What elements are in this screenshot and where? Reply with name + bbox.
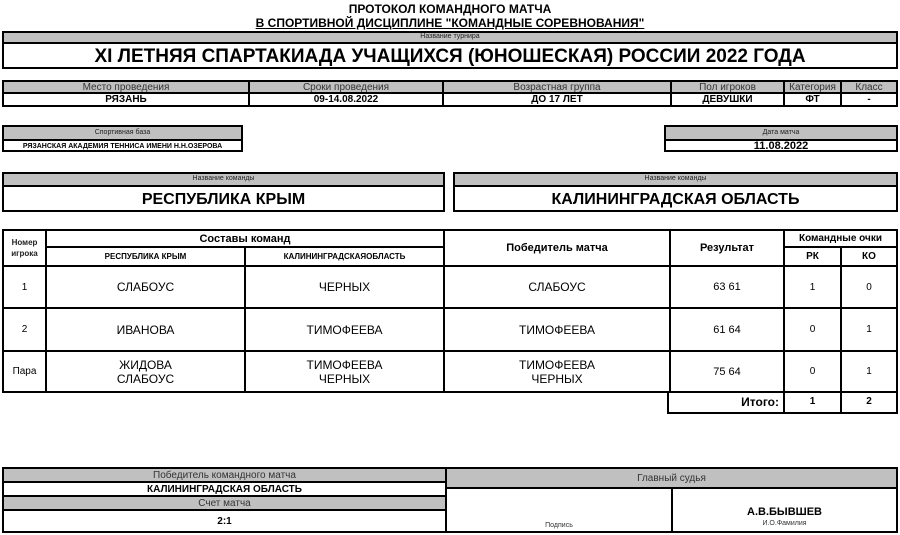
row1-winner: СЛАБОУС bbox=[443, 265, 669, 307]
row2-team1-player: ИВАНОВА bbox=[45, 307, 244, 350]
row2-no: 2 bbox=[4, 307, 45, 350]
venue-label: Спортивная база bbox=[4, 127, 241, 141]
place-value: РЯЗАНЬ bbox=[105, 94, 147, 105]
row3-pts-ko: 1 bbox=[840, 350, 896, 391]
match-date-value: 11.08.2022 bbox=[753, 140, 809, 152]
document-subtitle: В СПОРТИВНОЙ ДИСЦИПЛИНЕ "КОМАНДНЫЕ СОРЕВНОВАНИЯ" bbox=[255, 16, 645, 30]
tournament-box bbox=[2, 31, 898, 69]
row3-team2-pair bbox=[244, 350, 443, 391]
row3-team2-player-a: ТИМОФЕЕВА bbox=[306, 357, 383, 372]
footer-table bbox=[2, 467, 898, 533]
match-date-box bbox=[664, 125, 898, 152]
team-winner-value: КАЛИНИНГРАДСКАЯ ОБЛАСТЬ bbox=[4, 483, 445, 497]
row3-result: 75 64 bbox=[669, 350, 783, 391]
col-player-no: Номер игрока bbox=[11, 238, 38, 258]
gender-label: Пол игроков bbox=[670, 82, 783, 94]
row3-team1-player-a: ЖИДОВА bbox=[119, 357, 172, 372]
team1-name: РЕСПУБЛИКА КРЫМ bbox=[141, 191, 306, 208]
venue-value: РЯЗАНСКАЯ АКАДЕМИЯ ТЕННИСА ИМЕНИ Н.Н.ОЗЕРОВА bbox=[22, 143, 223, 150]
results-table bbox=[2, 229, 898, 429]
col-team-points: Командные очки bbox=[783, 231, 896, 248]
gender-value: ДЕВУШКИ bbox=[670, 94, 783, 105]
class-value: - bbox=[840, 94, 896, 105]
row3-team1-player-b: СЛАБОУС bbox=[116, 371, 175, 386]
team2-box bbox=[453, 172, 898, 212]
col-winner: Победитель матча bbox=[443, 231, 669, 265]
dates-value: 09-14.08.2022 bbox=[248, 94, 442, 105]
name-caption: И.О.Фамилия bbox=[762, 520, 807, 527]
row3-no: Пара bbox=[4, 350, 45, 391]
col-team1: РЕСПУБЛИКА КРЫМ bbox=[45, 248, 244, 265]
total-ko: 2 bbox=[840, 391, 896, 412]
row1-no: 1 bbox=[4, 265, 45, 307]
row3-pts-rk: 0 bbox=[783, 350, 840, 391]
team1-label: Название команды bbox=[4, 174, 443, 187]
row2-winner: ТИМОФЕЕВА bbox=[443, 307, 669, 350]
row3-winner-b: ЧЕРНЫХ bbox=[531, 371, 583, 386]
col-rosters: Составы команд bbox=[45, 231, 443, 248]
row3-team2-player-b: ЧЕРНЫХ bbox=[318, 371, 371, 386]
row1-result: 63 61 bbox=[669, 265, 783, 307]
row3-winner-a: ТИМОФЕЕВА bbox=[518, 357, 596, 372]
row3-team1-pair bbox=[45, 350, 244, 391]
row1-team1-player: СЛАБОУС bbox=[45, 265, 244, 307]
tournament-label: Название турнира bbox=[4, 33, 896, 44]
category-label: Категория bbox=[783, 82, 840, 94]
class-label: Класс bbox=[840, 82, 896, 94]
col-team2: КАЛИНИНГРАДСКАЯОБЛАСТЬ bbox=[244, 248, 443, 265]
info-table bbox=[2, 80, 898, 107]
totals-row bbox=[667, 391, 898, 414]
referee-name: А.В.БЫВШЕВ bbox=[747, 506, 822, 518]
row1-pts-rk: 1 bbox=[783, 265, 840, 307]
row1-pts-ko: 0 bbox=[840, 265, 896, 307]
total-label: Итого: bbox=[741, 394, 779, 409]
team2-label: Название команды bbox=[455, 174, 896, 187]
team2-name: КАЛИНИНГРАДСКАЯ ОБЛАСТЬ bbox=[551, 191, 800, 208]
signature-label: Подпись bbox=[445, 489, 671, 531]
col-pts-rk: РК bbox=[783, 248, 840, 265]
row2-team2-player: ТИМОФЕЕВА bbox=[244, 307, 443, 350]
document-title: ПРОТОКОЛ КОМАНДНОГО МАТЧА bbox=[348, 2, 552, 16]
team1-box bbox=[2, 172, 445, 212]
match-score-label: Счет матча bbox=[4, 497, 445, 511]
team-winner-label: Победитель командного матча bbox=[4, 469, 445, 483]
col-result: Результат bbox=[669, 231, 783, 265]
match-date-label: Дата матча bbox=[666, 127, 896, 141]
dates-label: Сроки проведения bbox=[248, 82, 442, 94]
referee-name-block bbox=[671, 489, 896, 531]
row2-result: 61 64 bbox=[669, 307, 783, 350]
category-value: ФТ bbox=[783, 94, 840, 105]
total-rk: 1 bbox=[783, 391, 840, 412]
row3-winner-pair bbox=[443, 350, 669, 391]
row1-team2-player: ЧЕРНЫХ bbox=[244, 265, 443, 307]
row2-pts-rk: 0 bbox=[783, 307, 840, 350]
place-label: Место проведения bbox=[4, 82, 248, 94]
age-group-label: Возрастная группа bbox=[442, 82, 670, 94]
col-pts-ko: КО bbox=[840, 248, 896, 265]
tournament-name: XI ЛЕТНЯЯ СПАРТАКИАДА УЧАЩИХСЯ (ЮНОШЕСКАЯ) РОССИИ 2022 ГОДА bbox=[94, 46, 806, 67]
match-score-value: 2:1 bbox=[217, 515, 232, 527]
age-group-value: ДО 17 ЛЕТ bbox=[442, 94, 670, 105]
chief-referee-label: Главный судья bbox=[445, 469, 896, 489]
row2-pts-ko: 1 bbox=[840, 307, 896, 350]
venue-box bbox=[2, 125, 243, 152]
